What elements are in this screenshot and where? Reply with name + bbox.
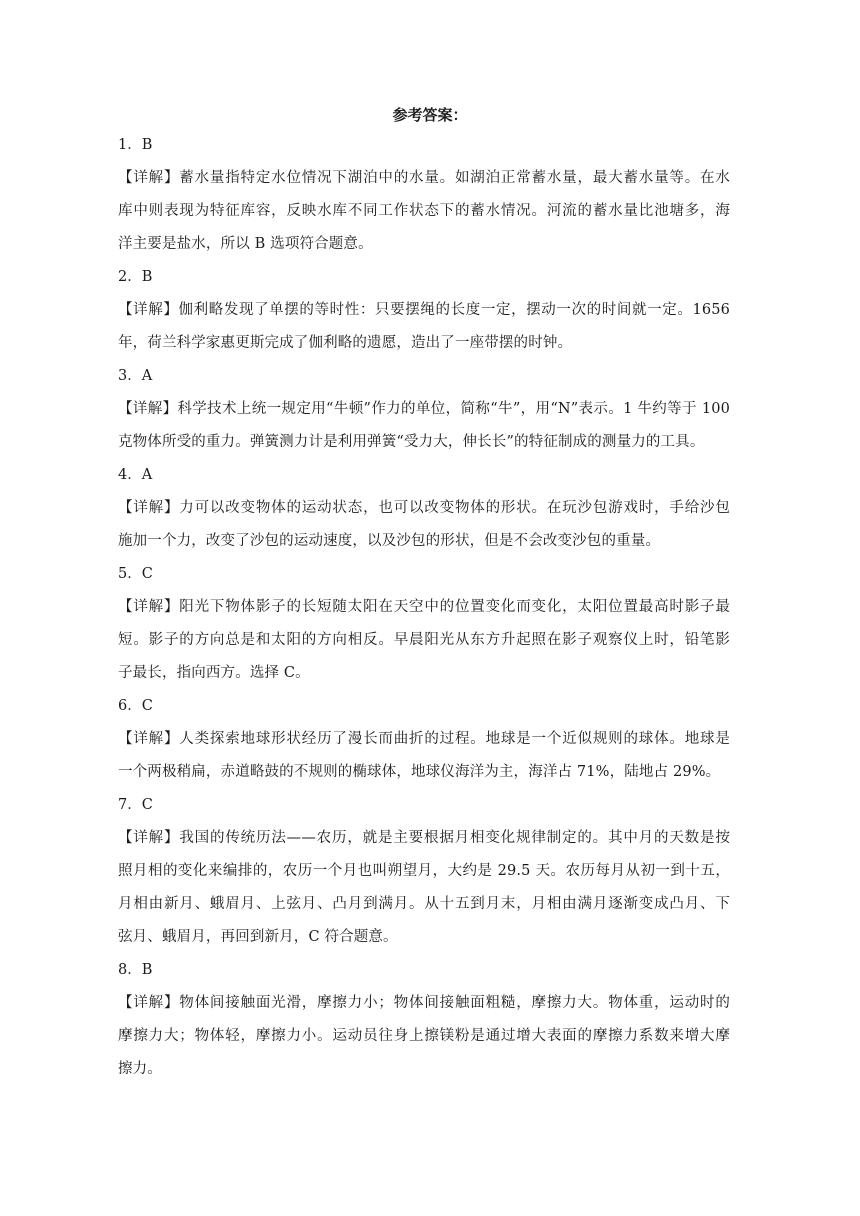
- answer-number: 8．B: [118, 962, 153, 978]
- answer-item: [118, 696, 730, 782]
- explanation-line: 【详解】物体间接触面光滑，摩擦力小；物体间接触面粗糙，摩擦力大。物体重，运动时的: [118, 995, 730, 1011]
- explanation-line: 【详解】人类探索地球形状经历了漫长而曲折的过程。地球是一个近似规则的球体。地球是: [118, 731, 730, 747]
- explanation-line: 库中则表现为特征库容，反映水库不同工作状态下的蓄水情况。河流的蓄水量比池塘多，海: [118, 203, 730, 219]
- answer-item: [118, 564, 730, 683]
- explanation-line: 施加一个力，改变了沙包的运动速度，以及沙包的形状，但是不会改变沙包的重量。: [118, 533, 661, 549]
- explanation-line: 弦月、蛾眉月，再回到新月，C 符合题意。: [118, 929, 398, 945]
- explanation-line: 【详解】力可以改变物体的运动状态，也可以改变物体的形状。在玩沙包游戏时，手给沙包: [118, 500, 730, 516]
- answer-number: 5．C: [118, 566, 153, 582]
- answer-item: [118, 795, 730, 947]
- answer-item: [118, 366, 730, 452]
- explanation-line: 洋主要是盐水，所以 B 选项符合题意。: [118, 236, 373, 252]
- answer-item: [118, 267, 730, 353]
- answer-number: 3．A: [118, 368, 153, 384]
- explanation-line: 擦力。: [118, 1061, 162, 1077]
- explanation-line: 子最长，指向西方。选择 C。: [118, 665, 310, 681]
- explanation-line: 月相由新月、蛾眉月、上弦月、凸月到满月。从十五到月末，月相由满月逐渐变成凸月、下: [118, 896, 730, 912]
- answer-list: [118, 135, 730, 1092]
- explanation-line: 摩擦力大；物体轻，摩擦力小。运动员往身上擦镁粉是通过增大表面的摩擦力系数来增大摩: [118, 1028, 730, 1044]
- answer-item: [118, 135, 730, 254]
- explanation-line: 克物体所受的重力。弹簧测力计是利用弹簧“受力大，伸长长”的特征制成的测量力的工具。: [118, 434, 705, 450]
- explanation-line: 照月相的变化来编排的，农历一个月也叫朔望月，大约是 29.5 天。农历每月从初一到十五，: [118, 863, 730, 879]
- answer-item: [118, 465, 730, 551]
- answer-number: 2．B: [118, 269, 153, 285]
- explanation-line: 【详解】我国的传统历法——农历，就是主要根据月相变化规律制定的。其中月的天数是按: [118, 830, 730, 846]
- explanation-line: 【详解】蓄水量指特定水位情况下湖泊中的水量。如湖泊正常蓄水量，最大蓄水量等。在水: [118, 170, 730, 186]
- explanation-line: 短。影子的方向总是和太阳的方向相反。早晨阳光从东方升起照在影子观察仪上时，铅笔影: [118, 632, 730, 648]
- explanation-line: 【详解】阳光下物体影子的长短随太阳在天空中的位置变化而变化，太阳位置最高时影子最: [118, 599, 730, 615]
- answer-number: 6．C: [118, 698, 153, 714]
- page-title: 参考答案：: [392, 106, 468, 124]
- explanation-line: 【详解】伽利略发现了单摆的等时性：只要摆绳的长度一定，摆动一次的时间就一定。1656: [118, 302, 730, 318]
- explanation-line: 年，荷兰科学家惠更斯完成了伽利略的遗愿，造出了一座带摆的时钟。: [118, 335, 573, 351]
- answer-number: 4．A: [118, 467, 153, 483]
- explanation-line: 【详解】科学技术上统一规定用“牛顿”作力的单位，简称“牛”，用“N”表示。1 牛约等于 100: [118, 401, 730, 417]
- answer-number: 1．B: [118, 137, 153, 153]
- answer-item: [118, 960, 730, 1079]
- answer-number: 7．C: [118, 797, 153, 813]
- explanation-line: 一个两极稍扁，赤道略鼓的不规则的椭球体，地球仪海洋为主，海洋占 71%，陆地占 29%。: [118, 764, 721, 780]
